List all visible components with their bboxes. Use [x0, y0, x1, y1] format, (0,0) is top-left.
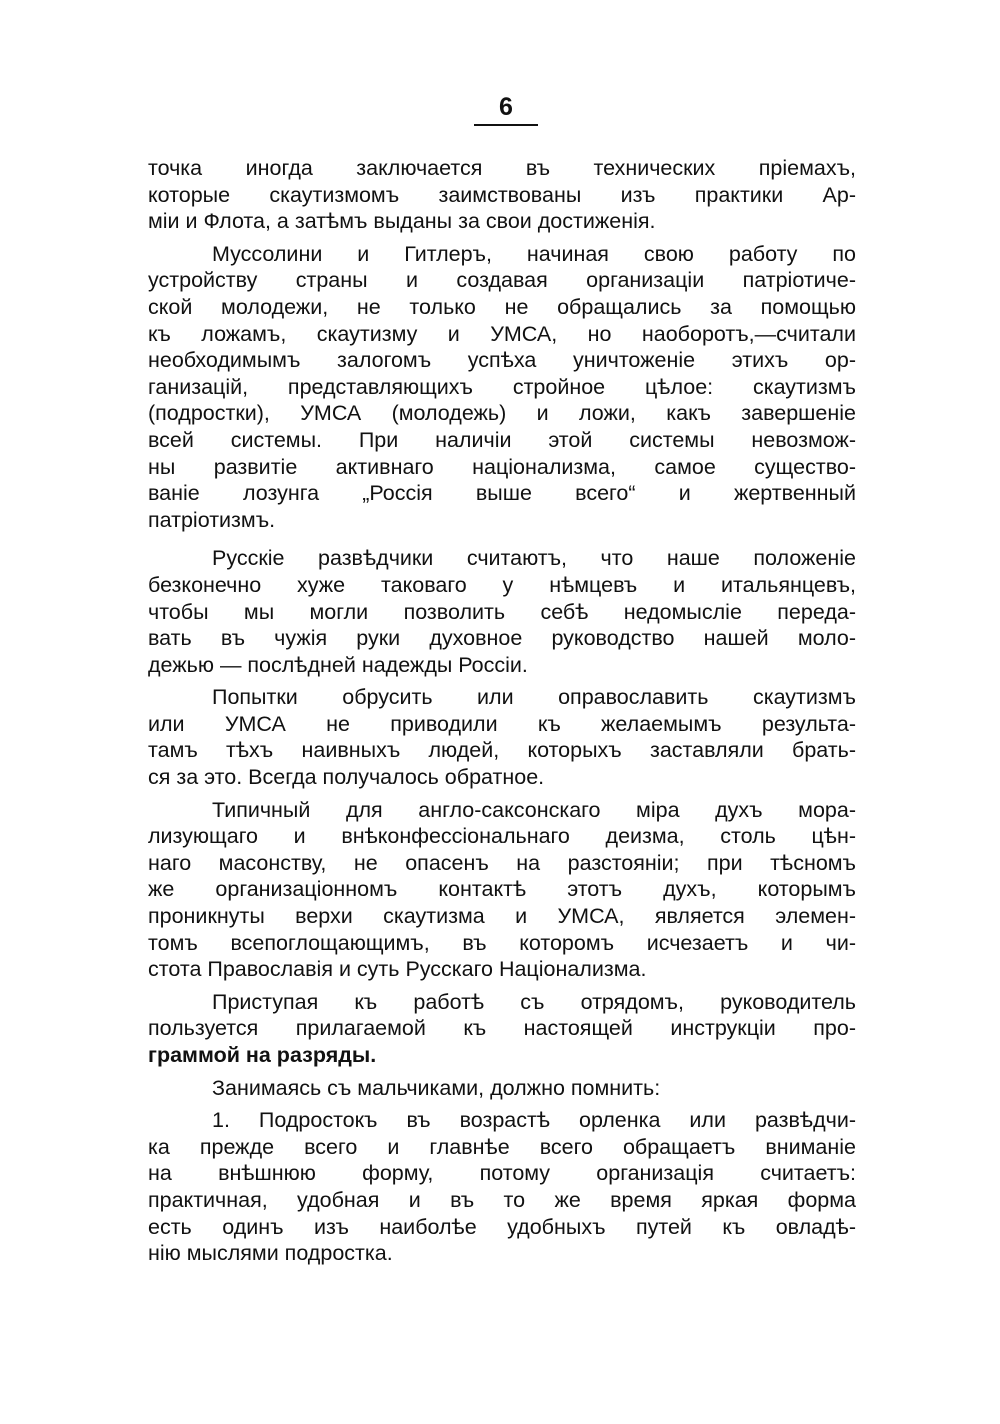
text-line: ской молодежи, не только не обращались за помощью: [148, 294, 856, 319]
text-line: ганизацій, представляющихъ стройное цѣлое: скаутизмъ: [148, 374, 856, 399]
text-line: Муссолини и Гитлеръ, начиная свою работу по: [212, 241, 856, 266]
text-line: Приступая къ работѣ съ отрядомъ, руководитель: [212, 989, 856, 1014]
text-line: ка прежде всего и главнѣе всего обращаетъ вниманіе: [148, 1134, 856, 1159]
paragraph-4: [148, 684, 856, 790]
text-line: нію мыслями подростка.: [148, 1241, 393, 1266]
text-line: стота Православія и суть Русскаго Націонализма.: [148, 957, 647, 982]
text-line: къ ложамъ, скаутизму и УМСА, но наоборотъ,—считали: [148, 321, 856, 346]
text-line: вать въ чужія руки духовное руководство нашей моло-: [148, 626, 856, 651]
text-line: пользуется прилагаемой къ настоящей инструкціи про-: [148, 1016, 856, 1041]
paragraph-8: [148, 1107, 856, 1267]
text-line: томъ всепоглощающимъ, въ которомъ исчезаетъ и чи-: [148, 930, 856, 955]
text-line: патріотизмъ.: [148, 507, 276, 532]
text-line: которые скаутизмомъ заимствованы изъ практики Ар-: [148, 182, 856, 207]
text-line: практичная, удобная и въ то же время яркая форма: [148, 1187, 856, 1212]
text-line: Русскіе развѣдчики считаютъ, что наше положеніе: [212, 546, 856, 571]
text-line: безконечно хуже таковаго у нѣмцевъ и итальянцевъ,: [148, 572, 856, 597]
text-line: 1. Подростокъ въ возрастѣ орленка или развѣдчи-: [212, 1108, 856, 1133]
text-line: необходимымъ залогомъ успѣха уничтоженіе этихъ ор-: [148, 348, 856, 373]
text-line: ваніе лозунга „Россія выше всего“ и жертвенный: [148, 481, 856, 506]
paragraph-1: [148, 155, 856, 235]
text-line: граммой на разряды.: [148, 1043, 377, 1067]
text-line: Типичный для англо-саксонскаго міра духъ мора-: [212, 797, 856, 822]
text-line: на внѣшнюю форму, потому организація считаетъ:: [148, 1161, 856, 1186]
document-page: [148, 0, 856, 1424]
body-text: [148, 155, 856, 1273]
paragraph-5: [148, 797, 856, 983]
text-line: или УМСА не приводили къ желаемымъ результа-: [148, 711, 856, 736]
page-number-rule: [474, 124, 538, 126]
text-line: Занимаясь съ мальчиками, должно помнить:: [212, 1075, 661, 1100]
paragraph-3: [148, 545, 856, 678]
text-line: ся за это. Всегда получалось обратное.: [148, 765, 545, 790]
text-line: міи и Флота, а затѣмъ выданы за свои достиженія.: [148, 209, 656, 234]
text-line: лизующаго и внѣконфессіональнаго деизма, столь цѣн-: [148, 824, 856, 849]
paragraph-6: [148, 989, 856, 1069]
page-number: 6: [499, 93, 513, 121]
text-line: Попытки обрусить или оправославить скаутизмъ: [212, 685, 856, 710]
text-line: дежью — послѣдней надежды Россіи.: [148, 652, 528, 677]
text-line: ны развитіе активнаго націонализма, самое существо-: [148, 454, 856, 479]
text-line: тамъ тѣхъ наивныхъ людей, которыхъ заставляли брать-: [148, 738, 856, 763]
text-line: же организаціонномъ контактѣ этотъ духъ, которымъ: [148, 877, 856, 902]
text-line: точка иногда заключается въ технических пріемахъ,: [148, 156, 856, 180]
text-line: есть одинъ изъ наиболѣе удобныхъ путей къ овладѣ-: [148, 1214, 856, 1239]
paragraph-7: [148, 1075, 856, 1102]
text-line: устройству страны и создавая организаціи патріотиче-: [148, 268, 856, 293]
paragraph-2: [148, 241, 856, 534]
text-line: наго масонству, не опасенъ на разстояніи; при тѣсномъ: [148, 850, 856, 875]
text-line: проникнуты верхи скаутизма и УМСА, является элемен-: [148, 904, 856, 929]
text-line: чтобы мы могли позволить себѣ недомысліе переда-: [148, 599, 856, 624]
text-line: всей системы. При наличіи этой системы невозмож-: [148, 427, 856, 452]
text-line: (подростки), УМСА (молодежь) и ложи, какъ завершеніе: [148, 401, 856, 426]
